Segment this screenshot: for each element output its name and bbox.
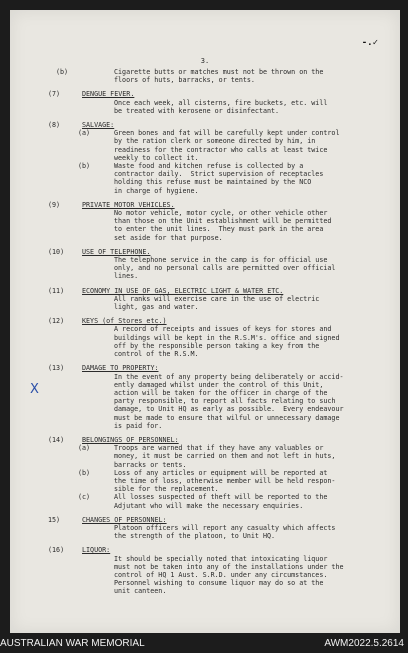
section-body: It should be specially noted that intoxicating liquor must not be taken into any of the installations under the control of HQ 1 Aust. S.R.D. under any circumstances. Personnel wishing to consume liquor may do so at the unit canteen. bbox=[114, 554, 344, 596]
section-title: KEYS (of Stores etc.) bbox=[82, 317, 167, 326]
sub-item-key: (a) bbox=[78, 444, 91, 453]
intro-text: Cigarette butts or matches must not be thrown on the floors of huts, barracks, or tents. bbox=[114, 68, 324, 85]
intro-item bbox=[48, 68, 388, 84]
section-body: Platoon officers will report any casualty which affects the strength of the platoon, to Unit HQ. bbox=[114, 523, 336, 541]
section-16 bbox=[48, 546, 388, 554]
sub-item-text: Waste food and kitchen refuse is collected by a contractor daily. Strict supervision of receptacles holding this refuse must be maintained by the NCO in charge of hygiene. bbox=[114, 162, 324, 195]
section-body: The telephone service in the camp is for official use only, and no personal calls are permitted over official lines. bbox=[114, 256, 336, 281]
document-body bbox=[48, 68, 388, 596]
section-10 bbox=[48, 248, 388, 256]
sub-item-text: All losses suspected of theft will be reported to the Adjutant who will make the necessary enquiries. bbox=[114, 493, 328, 510]
sub-item bbox=[48, 444, 388, 469]
section-number: (11) bbox=[48, 286, 65, 295]
sub-item bbox=[48, 493, 388, 509]
section-body: All ranks will exercise care in the use of electric light, gas and water. bbox=[114, 294, 320, 312]
section-number: (7) bbox=[48, 90, 61, 99]
archive-footer bbox=[0, 635, 408, 653]
section-15 bbox=[48, 516, 388, 524]
corner-handwritten-mark: -.✓ bbox=[361, 38, 378, 48]
sub-item-key: (a) bbox=[78, 129, 91, 138]
section-title: SALVAGE: bbox=[82, 121, 115, 130]
section-13 bbox=[48, 364, 388, 372]
footer-institution: AUSTRALIAN WAR MEMORIAL bbox=[0, 638, 145, 649]
page-number: 3. bbox=[200, 57, 210, 65]
section-number: 15) bbox=[48, 515, 61, 524]
section-body: Once each week, all cisterns, fire buckets, etc. will be treated with kerosene or disinfectant. bbox=[114, 98, 328, 115]
intro-key: (b) bbox=[56, 68, 69, 76]
section-title: USE OF TELEPHONE. bbox=[82, 247, 151, 256]
section-body: No motor vehicle, motor cycle, or other vehicle other than those on the Unit establishment will be permitted to enter the unit lines. They must park in the area set aside for that purpose. bbox=[114, 209, 332, 242]
section-number: (10) bbox=[48, 247, 65, 256]
section-title: DENGUE FEVER. bbox=[82, 90, 135, 99]
section-title: ECONOMY IN USE OF GAS, ELECTRIC LIGHT & WATER ETC. bbox=[82, 286, 284, 295]
sub-item-text: Troops are warned that if they have any valuables or money, it must be carried on them and not left in huts, barracks or tents. bbox=[114, 444, 336, 469]
footer-accession-number: AWM2022.5.2614 bbox=[324, 638, 404, 649]
section-title: PRIVATE MOTOR VEHICLES. bbox=[82, 200, 175, 209]
section-number: (16) bbox=[48, 546, 65, 555]
sub-item bbox=[48, 162, 388, 195]
section-body: A record of receipts and issues of keys for stores and buildings will be kept in the R.S.M's. office and signed off by the responsible person taking a key from the control of the R.S.M. bbox=[114, 325, 340, 359]
section-number: (12) bbox=[48, 317, 65, 326]
section-12 bbox=[48, 317, 388, 325]
sub-item-text: Loss of any articles or equipment will be reported at the time of loss, otherwise member will be held respon- sible for the replacement. bbox=[114, 468, 336, 494]
section-11 bbox=[48, 287, 388, 295]
sub-item-key: (b) bbox=[78, 468, 91, 477]
section-7 bbox=[48, 90, 388, 98]
section-8 bbox=[48, 121, 388, 129]
section-title: DAMAGE TO PROPERTY: bbox=[82, 364, 159, 373]
sub-item-text: Green bones and fat will be carefully kept under control by the ration clerk or someone directed by him, in readiness for the contractor who calls at least twice weekly to collect it. bbox=[114, 129, 340, 162]
section-number: (14) bbox=[48, 435, 65, 444]
section-9 bbox=[48, 201, 388, 209]
sub-item-key: (c) bbox=[78, 493, 91, 502]
sub-item bbox=[48, 469, 388, 494]
section-title: BELONGINGS OF PERSONNEL: bbox=[82, 435, 179, 444]
section-14 bbox=[48, 436, 388, 444]
section-body: In the event of any property being deliberately or accid- ently damaged whilst under the control of this Unit, action will be taken for the officer in charge of the party responsible, to report all facts relating to such damage, to Unit HQ as early as possible. Every endeavour must be made to ensure that wilful or unnecessary damage is paid for. bbox=[114, 372, 344, 430]
sub-item bbox=[48, 129, 388, 162]
document-page bbox=[10, 10, 400, 633]
sub-item-key: (b) bbox=[78, 162, 91, 171]
section-number: (9) bbox=[48, 200, 61, 209]
margin-blue-x-mark: X bbox=[30, 382, 39, 397]
section-title: LIQUOR: bbox=[82, 546, 111, 555]
section-title: CHANGES OF PERSONNEL: bbox=[82, 515, 167, 524]
section-number: (8) bbox=[48, 121, 61, 130]
section-number: (13) bbox=[48, 364, 65, 373]
